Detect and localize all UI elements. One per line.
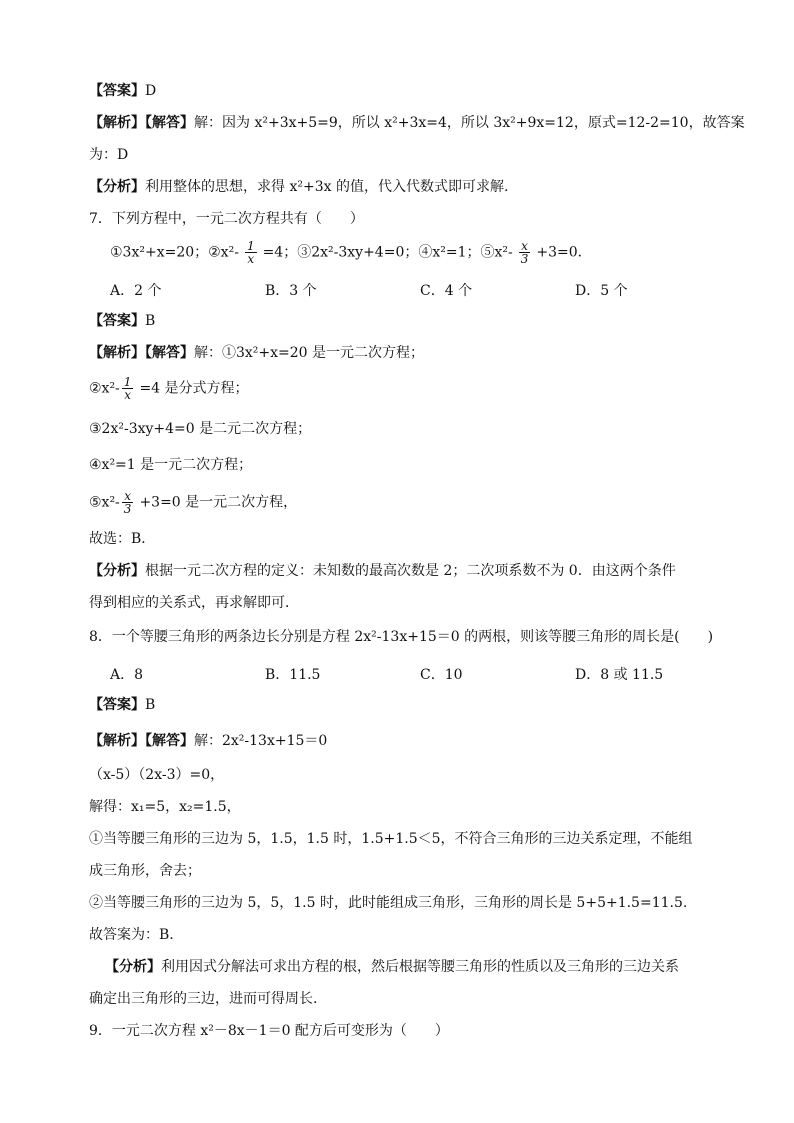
q6-answer: [89, 80, 156, 102]
q8-analysis-line2: 确定出三角形的三边，进而可得周长.: [89, 991, 318, 1007]
q8-explain-line1: [89, 730, 327, 752]
explain-text: 解：①3x²+x=20 是一元二次方程；: [194, 345, 425, 361]
q7-question: 7．下列方程中，一元二次方程共有（ ）: [89, 211, 364, 227]
q7-explain-line4: ④x²=1 是一元二次方程；: [89, 457, 253, 473]
fraction-denominator: 3: [520, 252, 529, 266]
answer-value: D: [145, 83, 157, 99]
analysis-tag: 【分析】: [89, 179, 145, 195]
equation-part-a: ①3x²+x=20；②x²-: [110, 244, 239, 261]
explain-tag: 【解析】【解答】: [89, 345, 194, 361]
option-c[interactable]: C．4 个: [420, 283, 473, 299]
q9-question: 9．一元二次方程 x²－8x－1＝0 配方后可变形为（ ）: [89, 1023, 449, 1039]
explain-text: 解：2x²-13x+15＝0: [194, 733, 328, 749]
option-a[interactable]: A．8: [110, 667, 144, 683]
q7-equations: [110, 240, 592, 265]
analysis-tag: 【分析】: [105, 959, 161, 975]
q6-explain-line2: 为：D: [89, 147, 129, 163]
fraction-numerator: 1: [246, 239, 255, 253]
analysis-text: 利用整体的思想，求得 x²+3x 的值，代入代数式即可求解.: [145, 179, 509, 195]
q7-analysis-line2: 得到相应的关系式，再求解即可．: [89, 595, 299, 611]
fraction-x-over-3: [122, 490, 134, 515]
explain-text: 解：因为 x²+3x+5=9，所以 x²+3x=4，所以 3x²+9x=12，原式=12-2=10，故答案: [194, 115, 745, 131]
fraction-denominator: 3: [123, 502, 132, 516]
q8-explain-line3: 解得：x₁=5，x₂=1.5，: [89, 799, 241, 815]
analysis-text: 根据一元二次方程的定义：未知数的最高次数是 2；二次项系数不为 0．由这两个条件: [145, 563, 676, 579]
q8-explain-line2: （x-5）（2x-3）=0，: [89, 767, 225, 783]
option-a[interactable]: A．2 个: [110, 283, 162, 299]
step-text: ②x²-: [89, 380, 120, 397]
equation-part-c: +3=0．: [536, 244, 592, 261]
answer-value: B: [145, 697, 156, 713]
q6-analysis: [89, 176, 508, 198]
q7-answer: [89, 310, 155, 332]
answer-tag: 【答案】: [89, 313, 145, 329]
fraction-x-over-3: [519, 240, 531, 265]
step-text: +3=0 是一元二次方程，: [139, 494, 298, 511]
q7-explain-line1: [89, 342, 424, 364]
fraction-numerator: x: [122, 490, 134, 503]
explain-tag: 【解析】【解答】: [89, 733, 194, 749]
q8-choose: 故答案为：B.: [89, 927, 174, 943]
q6-explain-line1: [89, 112, 745, 134]
option-d[interactable]: D．8 或 11.5: [575, 667, 664, 683]
step-text: =4 是分式方程；: [139, 380, 249, 397]
q8-explain-line5: 成三角形，舍去；: [89, 863, 201, 879]
fraction-numerator: x: [519, 240, 531, 253]
option-d[interactable]: D．5 个: [575, 283, 628, 299]
answer-value: B: [145, 313, 156, 329]
option-b[interactable]: B．11.5: [265, 667, 321, 683]
analysis-text: 利用因式分解法可求出方程的根，然后根据等腰三角形的性质以及三角形的三边关系: [161, 959, 679, 975]
q8-explain-line6: ②当等腰三角形的三边为 5，5，1.5 时，此时能组成三角形，三角形的周长是 5+5+1.5=11.5.: [89, 895, 688, 911]
step-text: ⑤x²-: [89, 494, 120, 511]
equation-part-b: =4；③2x²-3xy+4=0；④x²=1；⑤x²-: [262, 244, 513, 261]
explain-tag: 【解析】【解答】: [89, 115, 194, 131]
fraction-1-over-x: [245, 240, 257, 265]
fraction-denominator: x: [124, 388, 131, 402]
q8-explain-line4: ①当等腰三角形的三边为 5，1.5，1.5 时，1.5+1.5＜5，不符合三角形的三边关系定理，不能组: [89, 831, 693, 847]
answer-tag: 【答案】: [89, 697, 145, 713]
answer-tag: 【答案】: [89, 83, 145, 99]
q7-explain-line5: [89, 490, 297, 515]
q7-explain-line2: [89, 376, 249, 401]
q7-choose: 故选：B．: [89, 531, 156, 547]
fraction-1-over-x: [122, 376, 134, 401]
q7-analysis-line1: [89, 560, 676, 582]
q8-analysis-line1: [105, 956, 679, 978]
q8-answer: [89, 694, 155, 716]
q7-explain-line3: ③2x²-3xy+4=0 是二元二次方程；: [89, 421, 312, 437]
fraction-denominator: x: [247, 252, 255, 266]
option-b[interactable]: B．3 个: [265, 283, 317, 299]
analysis-tag: 【分析】: [89, 563, 145, 579]
fraction-numerator: 1: [123, 375, 132, 389]
q8-question: 8．一个等腰三角形的两条边长分别是方程 2x²-13x+15＝0 的两根，则该等腰三角形的周长是( ): [89, 629, 714, 645]
option-c[interactable]: C．10: [420, 667, 463, 683]
